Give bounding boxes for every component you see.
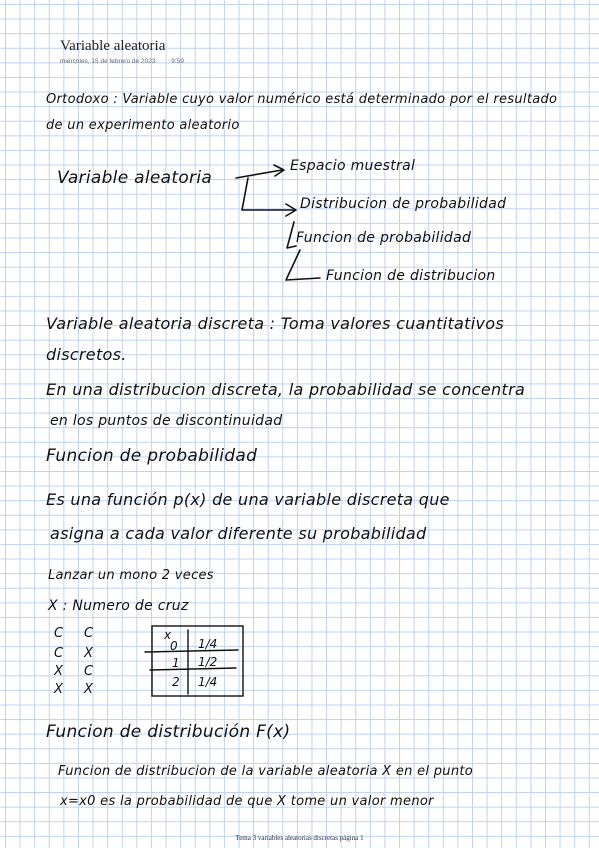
va-label: Variable aleatoria — [57, 168, 213, 188]
page-footer: Tema 3 variables aleatorias discretas página 1 — [235, 834, 364, 842]
discreta-line-2: discretos. — [46, 345, 127, 364]
table-row-0-x: 0 — [170, 639, 178, 653]
page-time: 9:59 — [171, 58, 184, 65]
table-row-0-p: 1/4 — [198, 637, 218, 651]
distribucion-line-1: En una distribucion discreta, la probabilidad se concentra — [46, 380, 526, 399]
outcome-3-first: X — [54, 664, 63, 679]
distribucion-line-2: en los puntos de discontinuidad — [50, 413, 283, 429]
outcome-1-first: C — [54, 626, 64, 641]
outcome-2-first: C — [54, 646, 64, 661]
outcome-4-first: X — [54, 682, 63, 697]
definition-line-1: Es una función p(x) de una variable discreta que — [46, 490, 450, 509]
heading-funcion-distribucion: Funcion de distribución F(x) — [46, 722, 291, 742]
outcome-2-second: X — [84, 646, 93, 661]
example-line-1: Lanzar un mono 2 veces — [48, 568, 214, 583]
table-row-2-p: 1/4 — [198, 675, 218, 689]
table-row-1-p: 1/2 — [198, 655, 218, 669]
definition-line-2: asigna a cada valor diferente su probabilidad — [50, 524, 427, 543]
discreta-line-1: Variable aleatoria discreta : Toma valores cuantitativos — [46, 314, 504, 333]
note-line-experimento: de un experimento aleatorio — [46, 118, 240, 133]
outcome-3-second: C — [84, 664, 94, 679]
table-row-2-x: 2 — [172, 675, 180, 689]
outcome-1-second: C — [84, 626, 94, 641]
branch-funcion-distribucion: Funcion de distribucion — [326, 268, 496, 284]
example-line-2: X : Numero de cruz — [48, 598, 189, 614]
fd-line-2: x=x0 es la probabilidad de que X tome un valor menor — [60, 794, 434, 809]
page-date: miércoles, 15 de febrero de 2023 — [60, 58, 156, 65]
note-line-ortodoxo: Ortodoxo : Variable cuyo valor numérico está determinado por el resultado — [46, 92, 558, 107]
table-header-x: x — [164, 628, 172, 642]
branch-espacio-muestral: Espacio muestral — [290, 158, 416, 174]
branch-funcion-probabilidad: Funcion de probabilidad — [296, 230, 472, 246]
table-row-1-x: 1 — [172, 656, 180, 670]
fd-line-1: Funcion de distribucion de la variable aleatoria X en el punto — [58, 764, 474, 779]
branch-distribucion-probabilidad: Distribucion de probabilidad — [300, 196, 507, 212]
page-title: Variable aleatoria — [60, 38, 166, 54]
outcome-4-second: X — [84, 682, 93, 697]
heading-funcion-probabilidad: Funcion de probabilidad — [46, 446, 258, 466]
